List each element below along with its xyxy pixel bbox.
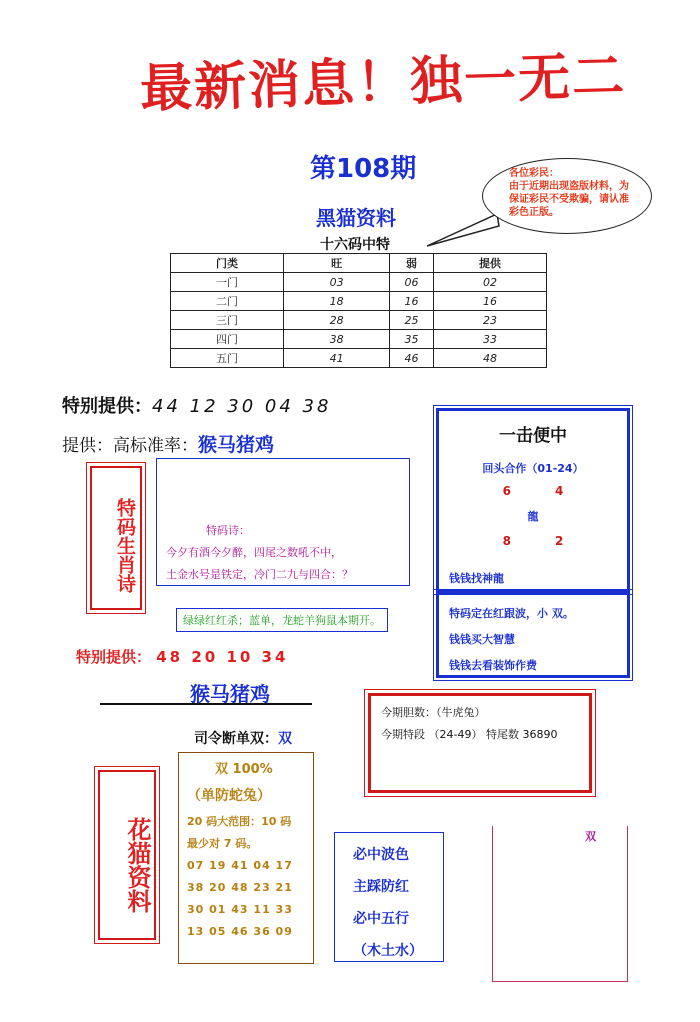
table-cell: 三门	[171, 311, 284, 330]
blue-thin-line: 主踩防红	[353, 879, 409, 895]
blue-top-row	[439, 534, 627, 548]
table-cell: 38	[284, 330, 390, 349]
brown-line: 最少对 7 码。	[187, 837, 258, 850]
blue-top-num: 8	[502, 534, 511, 548]
table-cell: 35	[390, 330, 434, 349]
blue-bottom-line: 钱钱买大智慧	[449, 633, 515, 646]
brown-row: 38 20 48 23 21	[187, 881, 293, 894]
table-header-row	[171, 254, 547, 273]
blue-thin-line: （木土水）	[353, 943, 423, 959]
special-provide	[62, 392, 331, 418]
blue-top-num: 2	[555, 534, 564, 548]
blue-bottom-line: 特码定在红跟波，小 双。	[449, 607, 574, 620]
odd-even	[194, 728, 292, 748]
blue-bottom-box	[436, 592, 630, 678]
blue-top-mid: 龍	[527, 510, 539, 523]
table-row	[171, 349, 547, 368]
table-cell: 28	[284, 311, 390, 330]
header-cell: 旺	[284, 254, 390, 273]
blue-top-title: 一击便中	[499, 426, 567, 446]
odd-even-label: 司令断单双：	[194, 731, 278, 747]
red-line: 今期胆数：（牛虎兔）	[381, 706, 486, 719]
special-numbers: 44 12 30 04 38	[152, 396, 332, 417]
table-cell: 五门	[171, 349, 284, 368]
table-cell: 48	[433, 349, 546, 368]
table-cell: 25	[390, 311, 434, 330]
flower-cat-box	[98, 770, 156, 940]
table-cell: 33	[433, 330, 546, 349]
blue-thin-line: 必中五行	[353, 911, 409, 927]
table-cell: 四门	[171, 330, 284, 349]
divider	[100, 703, 312, 705]
poem-heading: 特码诗：	[206, 524, 250, 537]
special-provide-2	[76, 646, 288, 667]
header-cell: 提供	[433, 254, 546, 273]
brown-line: 双 100%	[215, 762, 273, 777]
red-line: 今期特段 （24-49） 特尾数 36890	[381, 728, 558, 741]
table-cell: 一门	[171, 273, 284, 292]
page-title: 最新消息！独一无二	[139, 45, 627, 120]
notice-text: 各位彩民： 由于近期出现盗版材料，为保证彩民不受欺骗，请认准彩色正版。	[509, 168, 629, 218]
pink-text: 双	[585, 830, 596, 843]
issue-number: 第108期	[310, 154, 417, 184]
odd-even-value: 双	[278, 731, 292, 747]
red-info-box	[368, 693, 592, 793]
blue-top-num: 4	[555, 484, 564, 498]
provide-line	[62, 430, 274, 457]
poem-line: 土金水号是铁定，冷门二九与四合：？	[166, 568, 353, 581]
poem-side-title	[90, 466, 142, 610]
table-cell: 23	[433, 311, 546, 330]
provide-label: 提供：高标准率：	[62, 436, 198, 456]
blue-top-row	[439, 484, 627, 498]
pink-box	[492, 826, 628, 982]
table-cell: 02	[433, 273, 546, 292]
blue-top-footer: 钱钱找神龍	[449, 572, 504, 585]
brown-info-box	[178, 752, 314, 964]
header-cell: 弱	[390, 254, 434, 273]
notice-bubble	[482, 158, 652, 234]
blue-thin-line: 必中波色	[353, 847, 409, 863]
zodiac-line: 猴马猪鸡	[190, 682, 270, 706]
brown-row: 30 01 43 11 33	[187, 903, 293, 916]
table-row	[171, 330, 547, 349]
table-row	[171, 292, 547, 311]
header-cell: 门类	[171, 254, 284, 273]
table-cell: 18	[284, 292, 390, 311]
blue-top-box	[436, 408, 630, 592]
flower-cat-text: 花猫资料	[123, 817, 151, 913]
table-row	[171, 311, 547, 330]
table-cell: 41	[284, 349, 390, 368]
table-cell: 06	[390, 273, 434, 292]
blue-top-num: 6	[502, 484, 511, 498]
brown-line: （单防蛇兔）	[187, 788, 271, 804]
table-row	[171, 273, 547, 292]
poem-side-text: 特码生肖诗	[114, 497, 136, 593]
special-label: 特别提供：	[62, 396, 152, 417]
table-cell: 03	[284, 273, 390, 292]
section-title: 黑猫资料	[316, 206, 396, 230]
poem-line: 今夕有酒今夕醉，四尾之数吼不中，	[166, 546, 342, 559]
provide-zodiacs: 猴马猪鸡	[198, 434, 275, 456]
table-cell: 46	[390, 349, 434, 368]
table-cell: 16	[433, 292, 546, 311]
brown-row: 07 19 41 04 17	[187, 859, 293, 872]
brown-line: 20 码大范围：10 码	[187, 815, 292, 828]
blue-top-line: 回头合作（01-24）	[482, 462, 584, 475]
table-cell: 二门	[171, 292, 284, 311]
blue-thin-box	[334, 832, 444, 962]
special2-label: 特别提供：	[76, 648, 152, 666]
table-subtitle: 十六码中特	[320, 237, 390, 253]
green-note: 绿绿红红杀；蓝单，龙蛇羊狗鼠本期开。	[176, 608, 388, 632]
blue-bottom-line: 钱钱去看装饰作费	[449, 659, 537, 672]
poem-content	[166, 520, 406, 586]
door-table	[170, 253, 547, 368]
brown-row: 13 05 46 36 09	[187, 925, 293, 938]
table-cell: 16	[390, 292, 434, 311]
special2-numbers: 48 20 10 34	[156, 648, 289, 666]
